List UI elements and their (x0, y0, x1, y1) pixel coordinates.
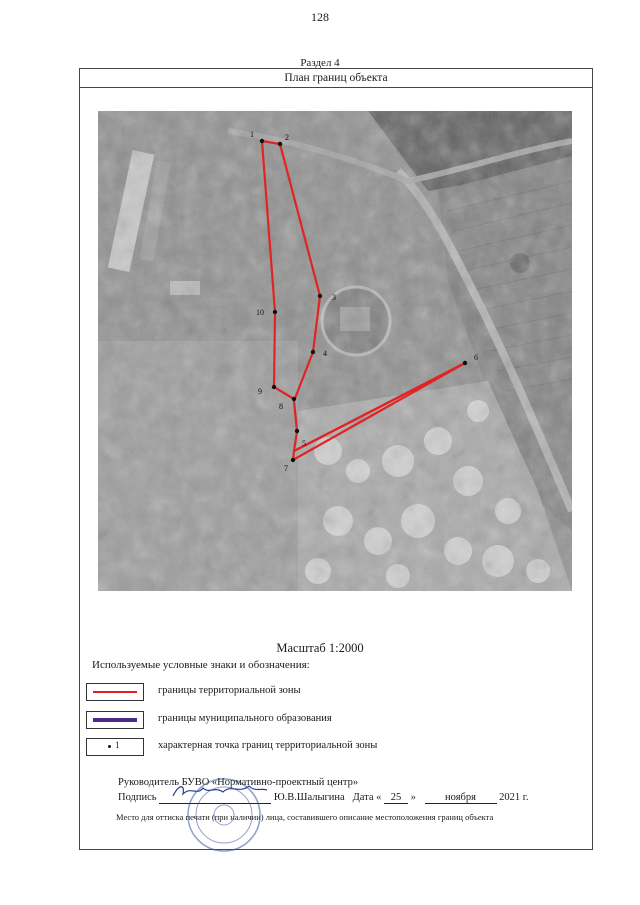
boundary-point-7 (291, 458, 295, 462)
stamp-seal (184, 775, 264, 855)
boundary-point-3 (318, 294, 322, 298)
point-label-5: 5 (302, 439, 306, 448)
point-label-4: 4 (323, 349, 327, 358)
point-label-3: 3 (332, 293, 336, 302)
scale-label: Масштаб 1:2000 (276, 641, 364, 655)
date-month: ноября (425, 792, 497, 804)
boundary-point-10 (273, 310, 277, 314)
legend-label-point: характерная точка границ территориальной зоны (158, 740, 378, 751)
date-label: Дата « (352, 792, 382, 803)
texture-grain (98, 111, 572, 591)
boundary-point-8 (292, 397, 296, 401)
boundary-point-6 (463, 361, 467, 365)
legend-point-dot (108, 745, 111, 748)
signature-line (118, 792, 529, 804)
head-line: Руководитель БУВО «Нормативно-проектный центр» (118, 777, 359, 788)
legend-label-zone: границы территориальной зоны (158, 685, 301, 696)
legend-swatch-zone (86, 683, 144, 701)
date-close-quote: » (410, 792, 416, 803)
date-year: 2021 г. (499, 792, 529, 803)
boundary-point-4 (311, 350, 315, 354)
legend-heading: Используемые условные знаки и обозначения: (92, 659, 310, 671)
date-day: 25 (384, 792, 408, 804)
page-number: 128 (311, 10, 329, 24)
sign-label: Подпись (118, 792, 157, 803)
legend-swatch-point (86, 738, 144, 756)
stamp-note: Место для оттиска печати (при наличии) лица, составившего описание местоположения границ объекта (116, 812, 494, 822)
legend-municipal-line (93, 718, 137, 722)
aerial-map (98, 111, 572, 591)
point-label-1: 1 (250, 130, 254, 139)
point-label-9: 9 (258, 387, 262, 396)
point-label-8: 8 (279, 402, 283, 411)
signer-name: Ю.В.Шалыгина (273, 792, 345, 803)
map-svg (98, 111, 572, 591)
section-label: Раздел 4 (300, 57, 340, 69)
point-label-6: 6 (474, 353, 478, 362)
legend-swatch-municipal (86, 711, 144, 729)
legend-zone-line (93, 691, 137, 693)
boundary-point-1 (260, 139, 264, 143)
legend-point-number: 1 (115, 740, 120, 750)
boundary-point-5 (295, 429, 299, 433)
frame-title: План границ объекта (80, 69, 592, 88)
point-label-10: 10 (256, 308, 264, 317)
boundary-point-9 (272, 385, 276, 389)
point-label-7: 7 (284, 464, 288, 473)
legend-label-municipal: границы муниципального образования (158, 713, 332, 724)
boundary-point-2 (278, 142, 282, 146)
point-label-2: 2 (285, 133, 289, 142)
